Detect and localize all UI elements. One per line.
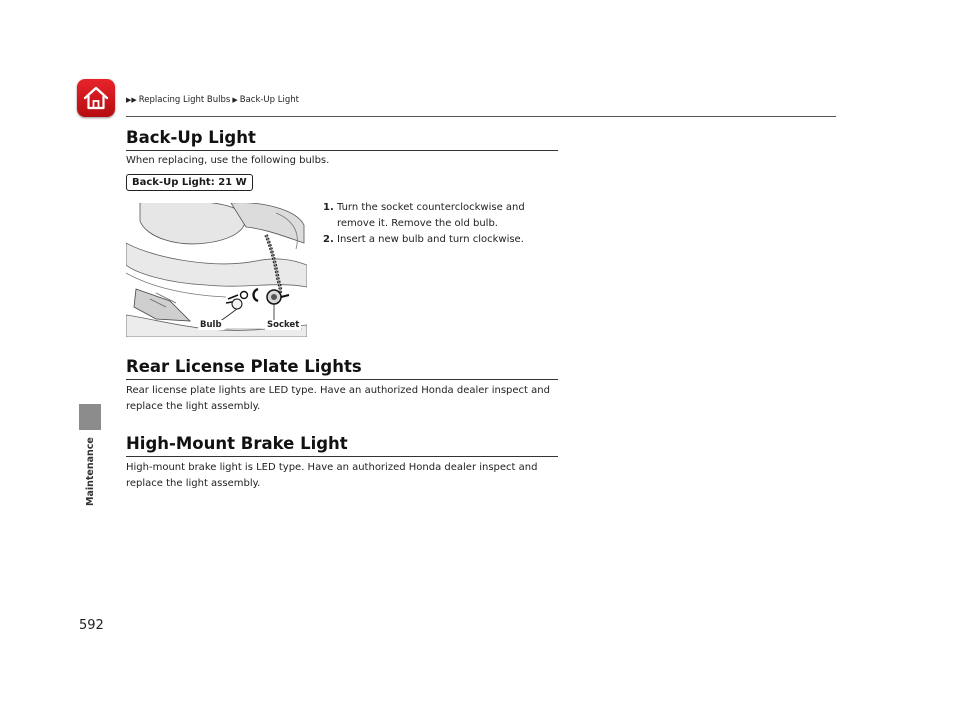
section-divider [126, 456, 558, 457]
step-number: 2. [323, 234, 334, 245]
breadcrumb-item[interactable]: Replacing Light Bulbs [138, 95, 231, 105]
breadcrumb-arrow-icon: ▶ [232, 96, 238, 104]
backup-steps-list [323, 200, 553, 248]
backup-intro-text: When replacing, use the following bulbs. [126, 155, 330, 166]
side-tab-marker [79, 404, 101, 430]
section-title-license-plate: Rear License Plate Lights [126, 357, 362, 376]
figure-label-socket: Socket [267, 320, 300, 330]
section-divider [126, 379, 558, 380]
backup-light-figure [126, 203, 307, 337]
home-button[interactable] [77, 79, 115, 117]
page-number: 592 [79, 618, 104, 633]
breadcrumb [126, 95, 299, 105]
step-text: Turn the socket counterclockwise and remove it. Remove the old bulb. [337, 202, 525, 229]
step-item [323, 200, 553, 232]
backup-light-illustration [126, 203, 307, 337]
figure-label-bulb: Bulb [200, 320, 222, 330]
step-item [323, 232, 553, 248]
step-number: 1. [323, 202, 334, 213]
header-divider [126, 116, 836, 117]
breadcrumb-arrow-icon: ▶▶ [126, 96, 137, 104]
section-title-brake-light: High-Mount Brake Light [126, 434, 348, 453]
breadcrumb-item: Back-Up Light [239, 95, 299, 105]
bulb-spec-box: Back-Up Light: 21 W [126, 174, 253, 191]
home-icon [83, 86, 109, 110]
step-text: Insert a new bulb and turn clockwise. [337, 234, 524, 245]
side-tab-label: Maintenance [85, 437, 96, 506]
license-body-text: Rear license plate lights are LED type. Have an authorized Honda dealer inspect and replace the light assembly. [126, 385, 550, 412]
section-title-backup-light: Back-Up Light [126, 128, 256, 147]
brake-body-text: High-mount brake light is LED type. Have an authorized Honda dealer inspect and replace the light assembly. [126, 462, 538, 489]
section-divider [126, 150, 558, 151]
